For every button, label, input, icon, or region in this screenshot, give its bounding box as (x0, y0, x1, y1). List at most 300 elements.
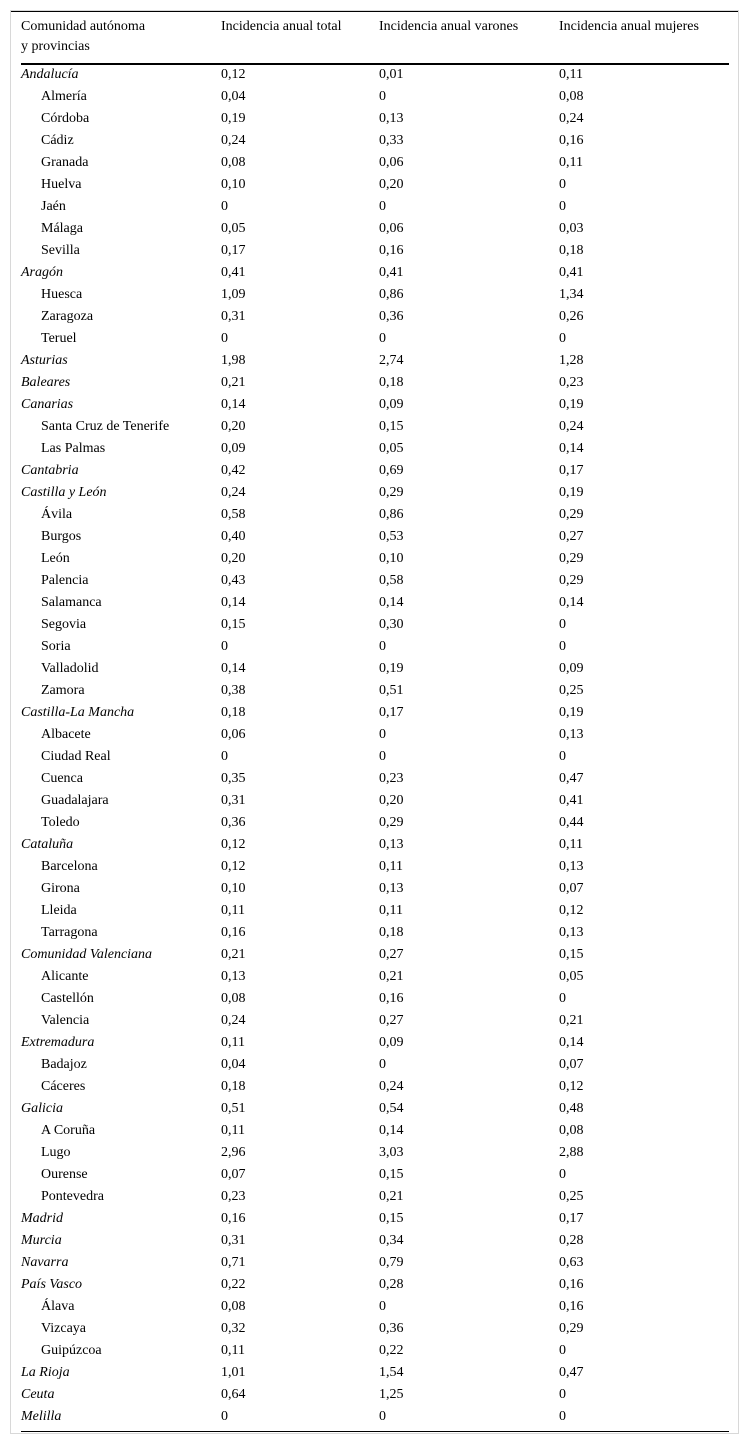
table-row (11, 966, 738, 988)
cell-men: 0,14 (379, 1123, 404, 1138)
cell-men: 0 (379, 727, 386, 742)
cell-women: 0,07 (559, 881, 584, 896)
table-row (11, 834, 738, 856)
cell-name: Barcelona (41, 859, 98, 874)
cell-total: 0,51 (221, 1101, 246, 1116)
header-region-line2: y provincias (21, 39, 90, 54)
cell-name: Alicante (41, 969, 89, 984)
cell-total: 0,22 (221, 1277, 246, 1292)
cell-total: 0,09 (221, 441, 246, 456)
cell-women: 0,47 (559, 1365, 584, 1380)
cell-name: Castilla y León (21, 485, 107, 500)
cell-women: 0 (559, 1167, 566, 1182)
cell-men: 0,86 (379, 287, 404, 302)
cell-men: 0,58 (379, 573, 404, 588)
table-row (11, 790, 738, 812)
table-row (11, 130, 738, 152)
cell-women: 0,19 (559, 397, 584, 412)
cell-men: 0,33 (379, 133, 404, 148)
cell-name: Castilla-La Mancha (21, 705, 135, 720)
cell-total: 0,10 (221, 881, 246, 896)
cell-men: 0,69 (379, 463, 404, 478)
cell-name: Murcia (21, 1233, 62, 1248)
cell-women: 0,41 (559, 793, 584, 808)
cell-men: 0,06 (379, 155, 404, 170)
table-row (11, 306, 738, 328)
cell-women: 0 (559, 749, 566, 764)
cell-total: 0,18 (221, 1079, 246, 1094)
cell-total: 0,16 (221, 1211, 246, 1226)
cell-total: 1,01 (221, 1365, 246, 1380)
cell-total: 0,24 (221, 1013, 246, 1028)
cell-women: 0,07 (559, 1057, 584, 1072)
cell-total: 0,04 (221, 1057, 246, 1072)
cell-total: 2,96 (221, 1145, 246, 1160)
cell-name: Melilla (21, 1409, 62, 1424)
table-row (11, 504, 738, 526)
table-row (11, 1274, 738, 1296)
cell-women: 1,28 (559, 353, 584, 368)
cell-men: 0,18 (379, 375, 404, 390)
cell-men: 0,16 (379, 991, 404, 1006)
cell-women: 0,29 (559, 507, 584, 522)
header-region (11, 11, 221, 64)
cell-name: Almería (41, 89, 87, 104)
table-row (11, 1252, 738, 1274)
cell-name: Córdoba (41, 111, 90, 126)
cell-women: 0,19 (559, 705, 584, 720)
cell-men: 0 (379, 749, 386, 764)
cell-name: Guipúzcoa (41, 1343, 102, 1358)
cell-total: 0,07 (221, 1167, 246, 1182)
cell-women: 0,63 (559, 1255, 584, 1270)
cell-name: Lleida (41, 903, 77, 918)
table-row (11, 1098, 738, 1120)
cell-name: Cantabria (21, 463, 79, 478)
cell-name: Soria (41, 639, 71, 654)
table-row (11, 878, 738, 900)
cell-total: 0,58 (221, 507, 246, 522)
cell-men: 0 (379, 1409, 386, 1424)
cell-total: 0,11 (221, 1123, 245, 1138)
cell-total: 0,04 (221, 89, 246, 104)
cell-men: 0 (379, 639, 386, 654)
table-row (11, 284, 738, 306)
cell-women: 0,26 (559, 309, 584, 324)
table-row (11, 1296, 738, 1318)
table-row (11, 218, 738, 240)
cell-total: 0,38 (221, 683, 246, 698)
cell-women: 0,15 (559, 947, 584, 962)
table-row (11, 944, 738, 966)
cell-women: 0 (559, 1343, 566, 1358)
cell-name: Cáceres (41, 1079, 86, 1094)
cell-women: 0 (559, 199, 566, 214)
cell-name: Cádiz (41, 133, 74, 148)
cell-name: Sevilla (41, 243, 80, 258)
cell-men: 0,15 (379, 1167, 404, 1182)
cell-men: 0 (379, 199, 386, 214)
cell-total: 0,36 (221, 815, 246, 830)
cell-women: 0,13 (559, 859, 584, 874)
table-row (11, 1384, 738, 1406)
table-row (11, 152, 738, 174)
cell-total: 0,08 (221, 991, 246, 1006)
cell-men: 0,28 (379, 1277, 404, 1292)
table-row (11, 1186, 738, 1208)
cell-women: 0,09 (559, 661, 584, 676)
table-row (11, 1208, 738, 1230)
cell-total: 0 (221, 331, 228, 346)
cell-total: 0,31 (221, 793, 246, 808)
cell-name: Zamora (41, 683, 85, 698)
cell-men: 0,20 (379, 177, 404, 192)
cell-total: 0,32 (221, 1321, 246, 1336)
table-row (11, 526, 738, 548)
cell-women: 0,16 (559, 133, 584, 148)
cell-name: Huelva (41, 177, 82, 192)
cell-women: 0,23 (559, 375, 584, 390)
cell-women: 0,16 (559, 1299, 584, 1314)
cell-men: 0,15 (379, 1211, 404, 1226)
cell-name: Valencia (41, 1013, 90, 1028)
table-row (11, 1010, 738, 1032)
cell-men: 0,53 (379, 529, 404, 544)
table-row (11, 614, 738, 636)
cell-name: Girona (41, 881, 80, 896)
cell-men: 0,36 (379, 309, 404, 324)
table-row (11, 482, 738, 504)
cell-women: 0,25 (559, 1189, 584, 1204)
cell-total: 0,31 (221, 309, 246, 324)
cell-name: Málaga (41, 221, 83, 236)
cell-women: 0 (559, 331, 566, 346)
cell-total: 0,05 (221, 221, 246, 236)
cell-women: 0 (559, 639, 566, 654)
table-row (11, 702, 738, 724)
cell-women: 0,29 (559, 551, 584, 566)
cell-name: León (41, 551, 70, 566)
cell-total: 0,23 (221, 1189, 246, 1204)
cell-total: 0,08 (221, 1299, 246, 1314)
cell-men: 0,11 (379, 859, 403, 874)
cell-name: Zaragoza (41, 309, 94, 324)
cell-name: Ceuta (21, 1387, 55, 1402)
cell-name: Guadalajara (41, 793, 109, 808)
table-row (11, 900, 738, 922)
cell-name: Navarra (21, 1255, 69, 1270)
cell-total: 0,18 (221, 705, 246, 720)
cell-total: 0,14 (221, 595, 246, 610)
cell-name: Jaén (41, 199, 66, 214)
cell-name: Álava (41, 1299, 75, 1314)
cell-men: 0,51 (379, 683, 404, 698)
cell-total: 0,15 (221, 617, 246, 632)
table-row (11, 460, 738, 482)
table-row (11, 988, 738, 1010)
cell-men: 0,16 (379, 243, 404, 258)
cell-women: 0,29 (559, 1321, 584, 1336)
cell-women: 0,25 (559, 683, 584, 698)
cell-name: Tarragona (41, 925, 98, 940)
cell-men: 0,21 (379, 1189, 404, 1204)
cell-women: 0,12 (559, 1079, 584, 1094)
cell-men: 0,29 (379, 815, 404, 830)
table-row (11, 240, 738, 262)
table-row (11, 1362, 738, 1384)
table-row (11, 86, 738, 108)
table-row (11, 438, 738, 460)
cell-name: Pontevedra (41, 1189, 104, 1204)
cell-men: 0,11 (379, 903, 403, 918)
cell-total: 0,41 (221, 265, 246, 280)
table-row (11, 680, 738, 702)
cell-total: 0,16 (221, 925, 246, 940)
table-row (11, 1120, 738, 1142)
cell-men: 0,09 (379, 1035, 404, 1050)
cell-men: 0,18 (379, 925, 404, 940)
cell-name: Ávila (41, 507, 73, 522)
cell-total: 1,98 (221, 353, 246, 368)
cell-women: 0 (559, 177, 566, 192)
table-row (11, 724, 738, 746)
cell-women: 0,05 (559, 969, 584, 984)
cell-total: 0 (221, 1409, 228, 1424)
cell-women: 0,28 (559, 1233, 584, 1248)
table-row (11, 372, 738, 394)
table-row (11, 856, 738, 878)
table-row (11, 108, 738, 130)
cell-total: 0,43 (221, 573, 246, 588)
cell-men: 0,41 (379, 265, 404, 280)
cell-name: La Rioja (21, 1365, 70, 1380)
table-row (11, 1406, 738, 1428)
table-row (11, 658, 738, 680)
cell-name: Huesca (41, 287, 83, 302)
cell-total: 0,08 (221, 155, 246, 170)
header-total: Incidencia anual total (221, 19, 342, 34)
cell-women: 0 (559, 991, 566, 1006)
cell-men: 0,79 (379, 1255, 404, 1270)
cell-women: 0,03 (559, 221, 584, 236)
table-row (11, 746, 738, 768)
cell-total: 0,71 (221, 1255, 246, 1270)
cell-name: Segovia (41, 617, 87, 632)
cell-men: 0 (379, 331, 386, 346)
cell-total: 0,11 (221, 903, 245, 918)
table-body (11, 64, 738, 1428)
cell-total: 0,40 (221, 529, 246, 544)
cell-men: 0,86 (379, 507, 404, 522)
table-row (11, 812, 738, 834)
cell-men: 1,54 (379, 1365, 404, 1380)
table-row (11, 394, 738, 416)
header-men: Incidencia anual varones (379, 19, 519, 34)
cell-total: 0 (221, 639, 228, 654)
cell-women: 0,08 (559, 1123, 584, 1138)
cell-women: 0,19 (559, 485, 584, 500)
cell-total: 0,21 (221, 375, 246, 390)
cell-name: Cataluña (21, 837, 74, 852)
cell-men: 3,03 (379, 1145, 404, 1160)
cell-women: 0,16 (559, 1277, 584, 1292)
table-row (11, 636, 738, 658)
cell-men: 0,21 (379, 969, 404, 984)
cell-men: 0,19 (379, 661, 404, 676)
cell-total: 0,14 (221, 397, 246, 412)
cell-men: 0,23 (379, 771, 404, 786)
cell-men: 0,06 (379, 221, 404, 236)
cell-men: 0 (379, 1299, 386, 1314)
cell-men: 0 (379, 1057, 386, 1072)
cell-name: Andalucía (21, 67, 79, 82)
cell-total: 0,20 (221, 419, 246, 434)
table-row (11, 328, 738, 350)
cell-total: 0,12 (221, 837, 246, 852)
table-container (10, 10, 739, 1434)
cell-total: 0,13 (221, 969, 246, 984)
cell-total: 0,17 (221, 243, 246, 258)
table-row (11, 1318, 738, 1340)
cell-total: 0,06 (221, 727, 246, 742)
table-row (11, 416, 738, 438)
table-row (11, 1340, 738, 1362)
cell-name: Palencia (41, 573, 89, 588)
table-row (11, 174, 738, 196)
table-row (11, 592, 738, 614)
cell-total: 0,24 (221, 485, 246, 500)
table-row (11, 570, 738, 592)
cell-total: 0 (221, 199, 228, 214)
cell-women: 0 (559, 1409, 566, 1424)
cell-men: 0,20 (379, 793, 404, 808)
cell-women: 0,11 (559, 837, 583, 852)
cell-women: 0,48 (559, 1101, 584, 1116)
cell-men: 0,30 (379, 617, 404, 632)
cell-name: Salamanca (41, 595, 102, 610)
cell-men: 0,54 (379, 1101, 404, 1116)
cell-total: 0 (221, 749, 228, 764)
cell-women: 0,44 (559, 815, 584, 830)
cell-women: 0,13 (559, 925, 584, 940)
cell-men: 0,05 (379, 441, 404, 456)
table-row (11, 262, 738, 284)
header-women: Incidencia anual mujeres (559, 19, 699, 34)
cell-women: 0,18 (559, 243, 584, 258)
cell-name: Santa Cruz de Tenerife (41, 419, 170, 434)
cell-total: 0,35 (221, 771, 246, 786)
cell-women: 0,11 (559, 67, 583, 82)
cell-men: 0,29 (379, 485, 404, 500)
table-bottom-rule (21, 1431, 729, 1432)
cell-total: 0,31 (221, 1233, 246, 1248)
cell-women: 0,21 (559, 1013, 584, 1028)
table-row (11, 1032, 738, 1054)
table-row (11, 1142, 738, 1164)
cell-name: Asturias (21, 353, 68, 368)
cell-women: 0,47 (559, 771, 584, 786)
cell-name: Lugo (41, 1145, 71, 1160)
cell-men: 0,24 (379, 1079, 404, 1094)
cell-women: 0,27 (559, 529, 584, 544)
cell-women: 0,24 (559, 111, 584, 126)
cell-women: 0,13 (559, 727, 584, 742)
cell-total: 0,64 (221, 1387, 246, 1402)
cell-women: 0 (559, 617, 566, 632)
cell-name: Teruel (41, 331, 77, 346)
incidence-table (11, 11, 738, 1428)
header-region-line1: Comunidad autónoma (21, 19, 146, 34)
cell-men: 2,74 (379, 353, 404, 368)
cell-name: Las Palmas (41, 441, 106, 456)
table-row (11, 1164, 738, 1186)
cell-women: 0,24 (559, 419, 584, 434)
cell-men: 1,25 (379, 1387, 404, 1402)
cell-name: Madrid (21, 1211, 63, 1226)
cell-total: 0,10 (221, 177, 246, 192)
cell-total: 0,19 (221, 111, 246, 126)
cell-name: Valladolid (41, 661, 99, 676)
cell-name: Albacete (41, 727, 91, 742)
cell-men: 0 (379, 89, 386, 104)
cell-men: 0,34 (379, 1233, 404, 1248)
cell-women: 0,08 (559, 89, 584, 104)
cell-women: 0,12 (559, 903, 584, 918)
cell-name: Baleares (21, 375, 71, 390)
table-row (11, 922, 738, 944)
table-row (11, 196, 738, 218)
cell-women: 2,88 (559, 1145, 584, 1160)
cell-men: 0,14 (379, 595, 404, 610)
cell-name: Ciudad Real (41, 749, 111, 764)
cell-name: Vizcaya (41, 1321, 87, 1336)
cell-name: Comunidad Valenciana (21, 947, 153, 962)
cell-men: 0,27 (379, 947, 404, 962)
cell-men: 0,15 (379, 419, 404, 434)
table-row (11, 64, 738, 86)
cell-total: 0,42 (221, 463, 246, 478)
table-row (11, 768, 738, 790)
cell-men: 0,22 (379, 1343, 404, 1358)
cell-men: 0,01 (379, 67, 404, 82)
cell-total: 0,11 (221, 1035, 245, 1050)
cell-total: 0,24 (221, 133, 246, 148)
cell-name: Toledo (41, 815, 80, 830)
cell-total: 0,12 (221, 859, 246, 874)
header-rule (21, 63, 729, 65)
cell-name: Cuenca (41, 771, 83, 786)
cell-men: 0,13 (379, 837, 404, 852)
cell-name: A Coruña (41, 1123, 96, 1138)
table-row (11, 1076, 738, 1098)
table-row (11, 548, 738, 570)
header-row (11, 11, 738, 64)
cell-total: 0,12 (221, 67, 246, 82)
cell-total: 1,09 (221, 287, 246, 302)
cell-name: Castellón (41, 991, 94, 1006)
cell-name: Badajoz (41, 1057, 87, 1072)
cell-men: 0,13 (379, 111, 404, 126)
cell-total: 0,20 (221, 551, 246, 566)
table-row (11, 1054, 738, 1076)
cell-men: 0,27 (379, 1013, 404, 1028)
cell-name: Granada (41, 155, 89, 170)
cell-women: 0,17 (559, 463, 584, 478)
cell-total: 0,21 (221, 947, 246, 962)
cell-name: Burgos (41, 529, 82, 544)
cell-name: Extremadura (21, 1035, 95, 1050)
cell-men: 0,10 (379, 551, 404, 566)
